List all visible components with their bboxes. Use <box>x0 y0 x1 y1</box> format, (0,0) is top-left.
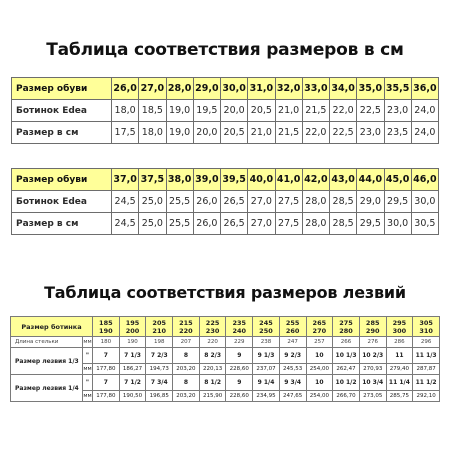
header-value: 190 <box>99 326 113 335</box>
table-cell: 37,5 <box>139 169 166 191</box>
table-cell: 279,40 <box>386 364 413 375</box>
table-cell: 220,13 <box>199 364 226 375</box>
table-cell: 35,0 <box>357 78 384 100</box>
table-cell: 34,0 <box>330 78 357 100</box>
header-cell <box>173 317 200 337</box>
header-value: 275 <box>339 318 353 327</box>
blade-size-table <box>10 316 440 402</box>
table-cell: 11 <box>386 348 413 364</box>
header-value: 260 <box>285 326 300 335</box>
table-cell: 41,0 <box>275 169 302 191</box>
table-cell: 190 <box>119 337 146 348</box>
table-cell: 9 <box>226 348 253 364</box>
table-cell: 28,0 <box>166 78 193 100</box>
table-cell: 20,0 <box>193 122 220 144</box>
table-cell: 20,5 <box>248 100 275 122</box>
unit-cell: " <box>83 375 93 391</box>
table-row <box>11 348 440 364</box>
table-cell: 25,5 <box>166 213 193 235</box>
table-cell: 10 1/3 <box>333 348 360 364</box>
table-cell: 10 1/2 <box>333 375 360 391</box>
row-label: Размер в см <box>12 213 112 235</box>
table-cell: 207 <box>173 337 200 348</box>
header-value: 290 <box>365 326 380 335</box>
header-value: 195 <box>125 318 140 327</box>
header-cell <box>279 317 306 337</box>
table-cell: 22,0 <box>302 122 329 144</box>
size-table-2-body <box>12 169 439 235</box>
table-cell: 10 <box>306 348 333 364</box>
header-value: 295 <box>392 318 407 327</box>
table-cell: 44,0 <box>357 169 384 191</box>
table-cell: 11 1/3 <box>413 348 440 364</box>
table-cell: 11 1/4 <box>386 375 413 391</box>
table-cell: 26,5 <box>221 213 248 235</box>
table-cell: 27,0 <box>248 213 275 235</box>
table-cell: 238 <box>253 337 280 348</box>
table-cell: 27,5 <box>275 213 302 235</box>
blade-row-label: Размер лезвия 1/3 <box>11 348 83 375</box>
header-cell <box>226 317 253 337</box>
table-cell: 27,0 <box>248 191 275 213</box>
header-cell <box>413 317 440 337</box>
table-cell: 27,5 <box>275 191 302 213</box>
table-cell: 180 <box>93 337 120 348</box>
table-cell: 23,5 <box>384 122 411 144</box>
table-cell: 30,0 <box>384 213 411 235</box>
page-title-blades: Таблица соответствия размеров лезвий <box>44 283 406 302</box>
row-label: Размер обуви <box>12 169 112 191</box>
table-cell: 30,5 <box>411 213 438 235</box>
table-cell: 27,0 <box>139 78 166 100</box>
table-cell: 29,0 <box>193 78 220 100</box>
row-label: Размер обуви <box>12 78 112 100</box>
table-cell: 22,5 <box>357 100 384 122</box>
header-value: 285 <box>365 318 380 327</box>
table-cell: 30,0 <box>411 191 438 213</box>
table-cell: 30,0 <box>221 78 248 100</box>
table-cell: 273,05 <box>359 391 386 402</box>
unit-cell: " <box>83 348 93 364</box>
table-cell: 234,95 <box>253 391 280 402</box>
table-cell: 23,0 <box>357 122 384 144</box>
table-cell: 23,0 <box>384 100 411 122</box>
table-cell: 177,80 <box>93 364 120 375</box>
table-cell: 29,5 <box>384 191 411 213</box>
table-cell: 245,53 <box>279 364 306 375</box>
table-row <box>12 169 439 191</box>
table-cell: 292,10 <box>413 391 440 402</box>
table-cell: 287,87 <box>413 364 440 375</box>
header-value: 185 <box>99 318 113 327</box>
blade-size-table-body <box>11 317 440 402</box>
table-cell: 186,27 <box>119 364 146 375</box>
size-table-2 <box>11 168 439 235</box>
row-label: Ботинок Edea <box>12 100 112 122</box>
table-cell: 11 1/2 <box>413 375 440 391</box>
table-cell: 29,5 <box>357 213 384 235</box>
table-cell: 24,0 <box>411 100 438 122</box>
table-cell: 19,5 <box>193 100 220 122</box>
table-cell: 9 <box>226 375 253 391</box>
insole-label: Длина стельки <box>11 337 83 348</box>
table-cell: 9 3/4 <box>279 375 306 391</box>
table-cell: 10 2/3 <box>359 348 386 364</box>
header-value: 250 <box>259 326 273 335</box>
table-cell: 28,5 <box>330 213 357 235</box>
table-row <box>12 191 439 213</box>
table-row <box>12 78 439 100</box>
table-cell: 220 <box>199 337 226 348</box>
header-cell <box>93 317 120 337</box>
table-cell: 31,0 <box>248 78 275 100</box>
table-cell: 25,5 <box>166 191 193 213</box>
header-value: 215 <box>179 318 193 327</box>
table-row <box>11 317 440 337</box>
table-cell: 35,5 <box>384 78 411 100</box>
table-cell: 40,0 <box>248 169 275 191</box>
table-cell: 190,50 <box>119 391 146 402</box>
table-cell: 20,5 <box>221 122 248 144</box>
table-cell: 229 <box>226 337 253 348</box>
table-cell: 33,0 <box>302 78 329 100</box>
table-cell: 296 <box>413 337 440 348</box>
header-value: 240 <box>232 326 247 335</box>
table-cell: 7 2/3 <box>146 348 173 364</box>
table-cell: 7 3/4 <box>146 375 173 391</box>
table-cell: 21,0 <box>248 122 275 144</box>
table-cell: 7 1/3 <box>119 348 146 364</box>
table-cell: 7 <box>93 348 120 364</box>
table-cell: 21,5 <box>302 100 329 122</box>
row-label: Ботинок Edea <box>12 191 112 213</box>
table-cell: 237,07 <box>253 364 280 375</box>
table-cell: 36,0 <box>411 78 438 100</box>
table-row <box>12 122 439 144</box>
table-cell: 10 3/4 <box>359 375 386 391</box>
table-cell: 17,5 <box>112 122 139 144</box>
table-cell: 270,93 <box>359 364 386 375</box>
header-value: 210 <box>152 326 166 335</box>
header-cell <box>199 317 226 337</box>
table-cell: 177,80 <box>93 391 120 402</box>
table-row <box>11 375 440 391</box>
table-cell: 247 <box>279 337 306 348</box>
header-value: 245 <box>259 318 273 327</box>
table-cell: 24,5 <box>112 213 139 235</box>
header-value: 265 <box>312 318 327 327</box>
table-cell: 276 <box>359 337 386 348</box>
table-cell: 29,0 <box>357 191 384 213</box>
table-cell: 39,5 <box>221 169 248 191</box>
table-cell: 203,20 <box>173 364 200 375</box>
table-cell: 20,0 <box>221 100 248 122</box>
table-cell: 285,75 <box>386 391 413 402</box>
table-cell: 7 1/2 <box>119 375 146 391</box>
table-cell: 228,60 <box>226 364 253 375</box>
table-cell: 9 1/4 <box>253 375 280 391</box>
table-cell: 26,0 <box>193 191 220 213</box>
table-cell: 198 <box>146 337 173 348</box>
table-cell: 266 <box>333 337 360 348</box>
table-cell: 8 <box>173 375 200 391</box>
table-cell: 32,0 <box>275 78 302 100</box>
table-cell: 39,0 <box>193 169 220 191</box>
page-title-cm: Таблица соответствия размеров в см <box>46 40 404 60</box>
table-cell: 38,0 <box>166 169 193 191</box>
header-label: Размер ботинка <box>11 317 93 337</box>
header-value: 255 <box>285 318 300 327</box>
header-cell <box>306 317 333 337</box>
header-value: 300 <box>392 326 407 335</box>
table-cell: 37,0 <box>112 169 139 191</box>
header-value: 200 <box>125 326 140 335</box>
table-cell: 9 2/3 <box>279 348 306 364</box>
size-table-1 <box>11 77 439 144</box>
header-value: 310 <box>419 326 433 335</box>
table-cell: 8 <box>173 348 200 364</box>
header-cell <box>119 317 146 337</box>
header-value: 270 <box>312 326 327 335</box>
blade-row-label: Размер лезвия 1/4 <box>11 375 83 402</box>
table-row <box>12 100 439 122</box>
table-cell: 266,70 <box>333 391 360 402</box>
table-cell: 286 <box>386 337 413 348</box>
table-cell: 262,47 <box>333 364 360 375</box>
header-value: 225 <box>205 318 220 327</box>
table-cell: 46,0 <box>411 169 438 191</box>
table-cell: 254,00 <box>306 364 333 375</box>
table-cell: 215,90 <box>199 391 226 402</box>
header-cell <box>146 317 173 337</box>
table-cell: 254,00 <box>306 391 333 402</box>
table-cell: 28,0 <box>302 191 329 213</box>
header-value: 280 <box>339 326 353 335</box>
table-cell: 19,0 <box>166 122 193 144</box>
table-cell: 19,0 <box>166 100 193 122</box>
table-cell: 18,5 <box>139 100 166 122</box>
table-cell: 21,5 <box>275 122 302 144</box>
header-cell <box>333 317 360 337</box>
table-cell: 9 1/3 <box>253 348 280 364</box>
table-cell: 247,65 <box>279 391 306 402</box>
table-cell: 257 <box>306 337 333 348</box>
header-value: 220 <box>179 326 193 335</box>
header-cell <box>359 317 386 337</box>
table-cell: 25,0 <box>139 213 166 235</box>
table-row <box>11 337 440 348</box>
table-cell: 26,0 <box>112 78 139 100</box>
table-cell: 22,0 <box>330 100 357 122</box>
table-cell: 45,0 <box>384 169 411 191</box>
unit-cell: мм <box>83 391 93 402</box>
table-row <box>12 213 439 235</box>
table-cell: 203,20 <box>173 391 200 402</box>
table-cell: 28,5 <box>330 191 357 213</box>
table-cell: 21,0 <box>275 100 302 122</box>
table-cell: 8 2/3 <box>199 348 226 364</box>
table-cell: 18,0 <box>112 100 139 122</box>
table-cell: 196,85 <box>146 391 173 402</box>
table-cell: 18,0 <box>139 122 166 144</box>
header-cell <box>386 317 413 337</box>
table-cell: 26,5 <box>221 191 248 213</box>
table-cell: 228,60 <box>226 391 253 402</box>
table-cell: 28,0 <box>302 213 329 235</box>
table-cell: 25,0 <box>139 191 166 213</box>
header-value: 235 <box>232 318 247 327</box>
header-value: 305 <box>419 318 433 327</box>
header-value: 230 <box>205 326 220 335</box>
table-cell: 26,0 <box>193 213 220 235</box>
table-cell: 42,0 <box>302 169 329 191</box>
table-cell: 24,0 <box>411 122 438 144</box>
row-label: Размер в см <box>12 122 112 144</box>
unit-cell: мм <box>83 364 93 375</box>
header-value: 205 <box>152 318 166 327</box>
size-table-1-body <box>12 78 439 144</box>
table-cell: 22,5 <box>330 122 357 144</box>
table-cell: 10 <box>306 375 333 391</box>
table-cell: 8 1/2 <box>199 375 226 391</box>
table-cell: 7 <box>93 375 120 391</box>
table-cell: 43,0 <box>330 169 357 191</box>
table-cell: 194,73 <box>146 364 173 375</box>
unit-cell: мм <box>83 337 93 348</box>
table-cell: 24,5 <box>112 191 139 213</box>
header-cell <box>253 317 280 337</box>
